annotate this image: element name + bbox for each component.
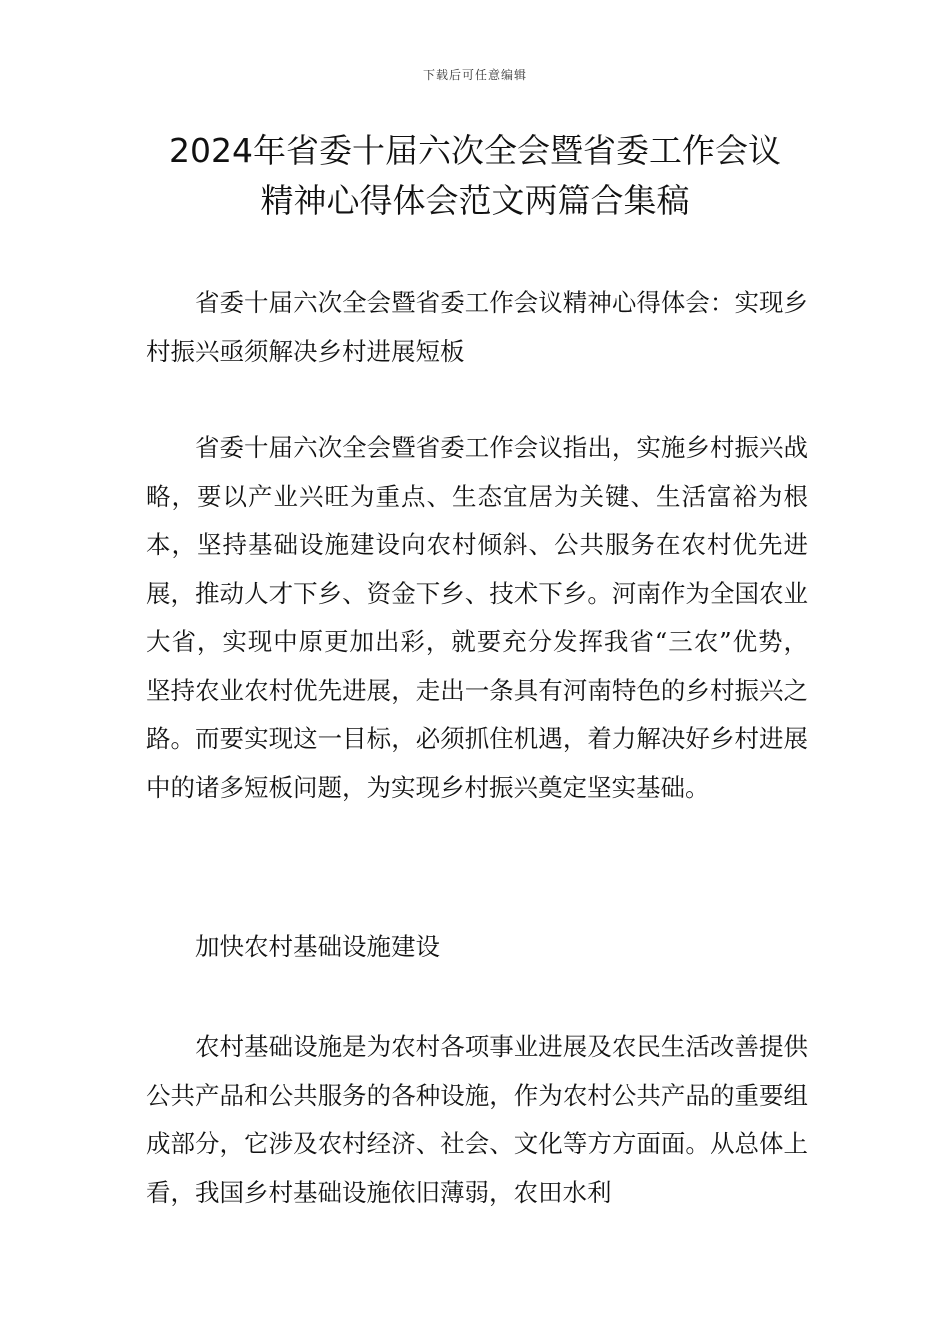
body-paragraph: 省委十届六次全会暨省委工作会议指出，实施乡村振兴战略，要以产业兴旺为重点、生态宜居为关键、生活富裕为根本，坚持基础设施建设向农村倾斜、公共服务在农村优先进展，推动人才下乡、资金下乡、技术下乡。河南作为全国农业大省，实现中原更加出彩，就要充分发挥我省“三农”优势，坚持农业农村优先进展，走出一条具有河南特色的乡村振兴之路。而要实现这一目标，必须抓住机遇，着力解决好乡村进展中的诸多短板问题，为实现乡村振兴奠定坚实基础。 (146, 433, 808, 802)
title-line-1: 2024年省委十届六次全会暨省委工作会议 (169, 131, 781, 170)
document-title (60, 126, 890, 226)
header-note: 下载后可任意编辑 (422, 68, 527, 82)
title-line-2: 精神心得体会范文两篇合集稿 (260, 181, 690, 220)
body-paragraph: 农村基础设施是为农村各项事业进展及农民生活改善提供公共产品和公共服务的各种设施，作为农村公共产品的重要组成部分，它涉及农村经济、社会、文化等方方面面。从总体上看，我国乡村基础设施依旧薄弱，农田水利 (146, 1032, 808, 1207)
article-subtitle: 省委十届六次全会暨省委工作会议精神心得体会：实现乡村振兴亟须解决乡村进展短板 (146, 288, 808, 366)
section-heading: 加快农村基础设施建设 (195, 932, 440, 961)
